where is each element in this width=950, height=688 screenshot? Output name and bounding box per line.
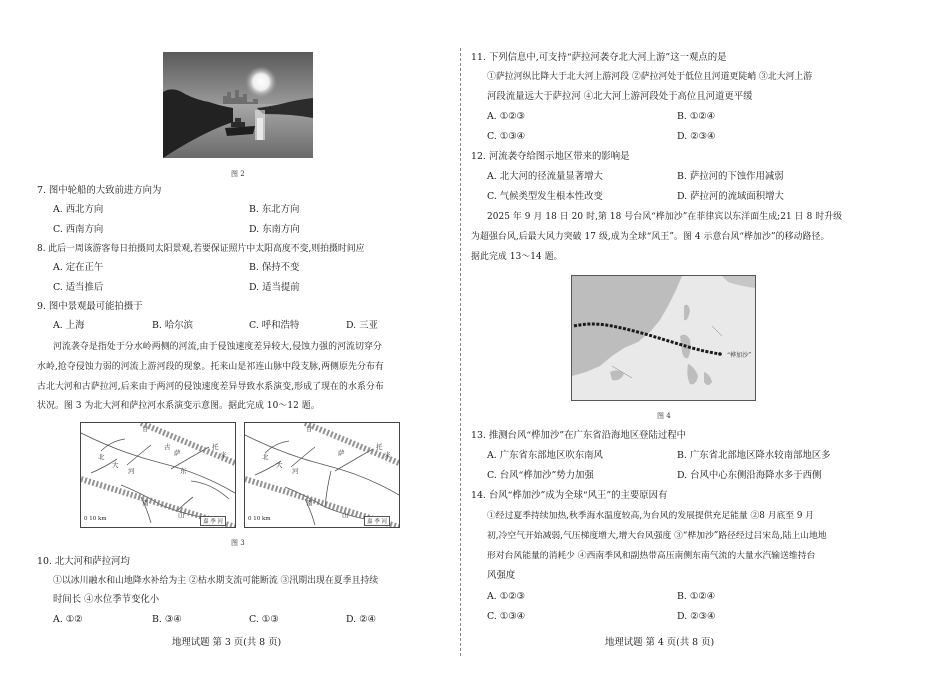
passage-line-2: 水岭,抢夺侵蚀力弱的河流上游河段的现象。托来山是祁连山脉中段支脉,两侧原先分布有	[37, 362, 384, 372]
fig3a-label-da: 大	[112, 461, 119, 469]
q7-option-b: B. 东北方向	[249, 204, 300, 215]
q10-option-c: C. ①③	[249, 614, 279, 625]
q14-statements-line-3: 形对台风能量的消耗少 ④西南季风和副热带高压南侧东南气流的大量水汽输送维持台	[487, 551, 816, 561]
q12-option-c: C. 气候类型发生根本性改变	[487, 191, 603, 202]
exam-page-4	[461, 0, 950, 688]
fig3a-scale: 0 10 km	[84, 516, 107, 522]
q11-option-d: D. ②③④	[677, 131, 716, 142]
q14-statements-line-1: ①经过夏季持续加热,秋季海水温度较高,为台风的发展提供充足能量 ②8 月底至 9 月	[487, 511, 815, 521]
q9-option-a: A. 上海	[53, 320, 85, 331]
typhoon-track-label: “桦加沙”	[727, 352, 752, 359]
q12-option-a: A. 北大河的径流量显著增大	[487, 171, 603, 182]
q10-option-a: A. ①②	[53, 614, 83, 625]
fig3b-label-bei: 北	[262, 453, 269, 461]
fig3b-label-gan: 甘	[306, 425, 313, 433]
fig3b-label-shan: 山	[342, 511, 349, 519]
q11-statements-line-1: ①萨拉河纵比降大于北大河上游河段 ②萨拉河处于低位且河道更陡峭 ③北大河上游	[487, 72, 813, 82]
figure-3-map-after	[244, 422, 400, 528]
q9-option-c: C. 呼和浩特	[249, 320, 300, 331]
fig3b-scale: 0 10 km	[248, 516, 271, 522]
fig3a-label-bei: 北	[98, 453, 105, 461]
fig3a-label-dong: 东	[180, 467, 187, 475]
figure-4-caption: 图 4	[657, 412, 671, 420]
figure-4-typhoon-map	[571, 275, 756, 401]
question-11-stem: 11. 下列信息中,可支持“萨拉河袭夺北大河上游”这一观点的是	[471, 52, 727, 63]
q10-option-b: B. ③④	[152, 614, 182, 625]
q7-option-c: C. 西南方向	[53, 224, 104, 235]
q8-option-b: B. 保持不变	[249, 262, 300, 273]
passage-13-line-2: 为超强台风,后最大风力突破 17 级,成为全球“风王”。图 4 示意台风“桦加沙”的移动路径。	[471, 232, 830, 242]
q12-option-b: B. 萨拉河的下蚀作用减弱	[677, 171, 784, 182]
passage-line-3: 古北大河和古萨拉河,后来由于两河的侵蚀速度差异导致水系演变,形成了现在的水系分布	[37, 382, 384, 392]
q12-option-d: D. 萨拉河的流域面积增大	[677, 191, 784, 202]
q9-option-d: D. 三亚	[346, 320, 378, 331]
q13-option-c: C. 台风“桦加沙”势力加强	[487, 470, 594, 481]
fig3b-legend: 嘉 季 河	[364, 516, 390, 526]
passage-13-line-1: 2025 年 9 月 18 日 20 时,第 18 号台风“桦加沙”在菲律宾以东洋面生成;21 日 8 时升级	[487, 212, 843, 222]
q7-option-a: A. 西北方向	[53, 204, 104, 215]
q10-statements-line-1: ①以冰川融水和山地降水补给为主 ②枯水期支流可能断流 ③汛期出现在夏季且持续	[53, 576, 379, 586]
fig3a-label-lai: 来	[220, 451, 227, 459]
q8-option-a: A. 定在正午	[53, 262, 104, 273]
page-footer-left: 地理试题 第 3 页(共 8 页)	[172, 637, 282, 648]
q14-option-b: B. ①②④	[677, 591, 716, 602]
q11-option-a: A. ①②③	[487, 111, 525, 122]
passage-line-4: 状况。图 3 为北大河和萨拉河水系演变示意图。据此完成 10～12 题。	[37, 401, 320, 411]
figure-2-caption: 图 2	[231, 170, 245, 178]
q10-option-d: D. ②④	[346, 614, 376, 625]
q14-statements-line-2: 初,冷空气开始减弱,气压梯度增大,增大台风强度 ③“桦加沙”路径经过吕宋岛,陆上山地地	[487, 531, 827, 541]
q14-option-d: D. ②③④	[677, 611, 716, 622]
q13-option-b: B. 广东省北部地区降水较南部地区多	[677, 450, 831, 461]
question-8-stem: 8. 此后一周该游客每日拍摄同太阳景观,若要保证照片中太阳高度不变,则拍摄时间应	[37, 244, 365, 254]
q11-option-b: B. ①②④	[677, 111, 716, 122]
figure-2-photo	[163, 52, 313, 158]
q14-option-c: C. ①③④	[487, 611, 526, 622]
q14-statements-line-4: 风强度	[487, 570, 516, 581]
q11-statements-line-2: 河段流量远大于萨拉河 ④北大河上游河段处于高位且河道更平缓	[487, 91, 753, 102]
q9-option-b: B. 哈尔滨	[152, 320, 193, 331]
fig3a-label-he: 河	[128, 467, 135, 475]
fig3b-label-tuo: 托	[376, 443, 383, 451]
fig3a-label-nan: 南	[142, 499, 149, 507]
fig3a-label-gu: 古	[164, 443, 171, 451]
q13-option-a: A. 广东省东部地区吹东南风	[487, 450, 603, 461]
fig3b-label-sa: 萨	[338, 449, 345, 457]
question-9-stem: 9. 图中景观最可能拍摄于	[37, 301, 143, 312]
exam-page-3	[0, 0, 460, 688]
fig3a-label-gan: 甘	[142, 425, 149, 433]
fig3a-legend: 嘉 季 河	[200, 516, 226, 526]
q7-option-d: D. 东南方向	[249, 224, 300, 235]
question-14-stem: 14. 台风“桦加沙”成为全球“风王”的主要原因有	[471, 490, 668, 501]
page-footer-right: 地理试题 第 4 页(共 8 页)	[605, 637, 715, 648]
fig3a-label-tuo: 托	[212, 443, 219, 451]
q8-option-c: C. 适当推后	[53, 282, 104, 293]
passage-line-1: 河流袭夺是指处于分水岭两侧的河流,由于侵蚀速度差异较大,侵蚀力强的河流切穿分	[53, 342, 382, 352]
q10-statements-line-2: 时间长 ④水位季节变化小	[53, 594, 160, 605]
fig3b-label-lai: 来	[384, 451, 391, 459]
question-13-stem: 13. 推测台风“桦加沙”在广东省沿海地区登陆过程中	[471, 430, 686, 441]
fig3b-label-da: 大	[276, 461, 283, 469]
fig3a-label-shan: 山	[178, 511, 185, 519]
passage-13-line-3: 据此完成 13～14 题。	[471, 252, 563, 262]
q13-option-d: D. 台风中心东侧沿海降水多于西侧	[677, 470, 822, 481]
figure-3-map-before	[80, 422, 236, 528]
fig3b-label-he: 河	[292, 467, 299, 475]
question-12-stem: 12. 河流袭夺给图示地区带来的影响是	[471, 151, 630, 162]
fig3a-label-sa: 萨	[174, 449, 181, 457]
figure-3-caption: 图 3	[231, 539, 245, 547]
question-7-stem: 7. 图中轮船的大致前进方向为	[37, 185, 162, 196]
q8-option-d: D. 适当提前	[249, 282, 300, 293]
q14-option-a: A. ①②③	[487, 591, 525, 602]
question-10-stem: 10. 北大河和萨拉河均	[37, 556, 130, 567]
fig3b-label-nan: 南	[306, 499, 313, 507]
q11-option-c: C. ①③④	[487, 131, 526, 142]
